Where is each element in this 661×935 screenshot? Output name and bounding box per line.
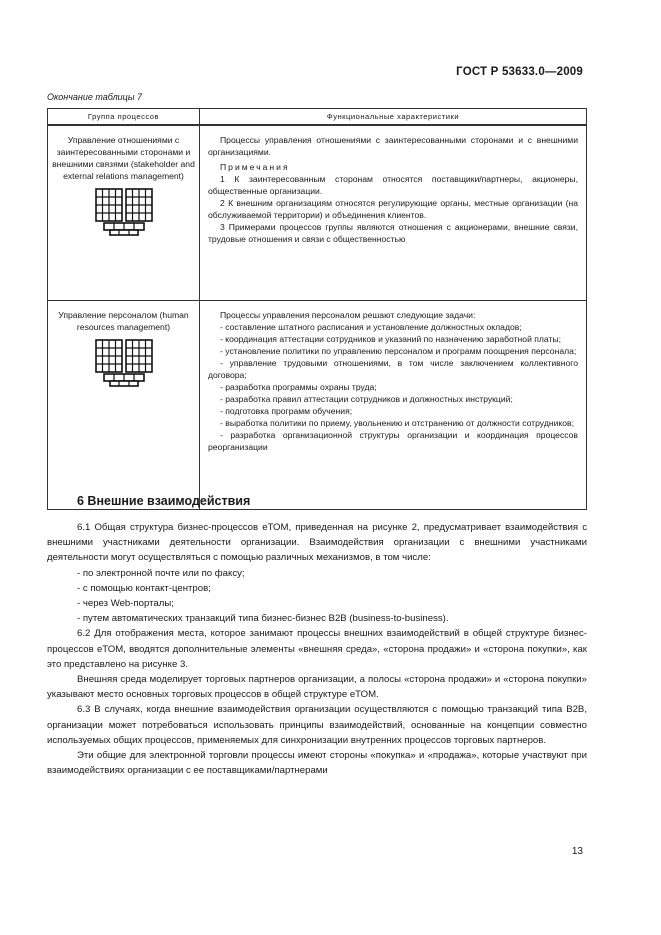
list-item: - с помощью контакт-центров; <box>77 582 211 594</box>
paragraph: 6.2 Для отображения места, которое занимают процессы внешних взаимодействий в общей структуре бизнес-процессов еТОМ, вводятся дополнительные элементы «внешняя среда», «сторона продажи» и «сторона покупки», как это представлено на рисунке 3. <box>47 628 587 670</box>
table-caption: Окончание таблицы 7 <box>47 92 142 102</box>
column-header-group: Группа процессов <box>48 109 200 126</box>
task-item: - разработка программы охраны труда; <box>220 382 377 392</box>
list-item: - по электронной почте или по факсу; <box>77 567 245 579</box>
task-item: - выработка политики по приему, увольнению и отстранению от должности сотрудников; <box>220 418 574 428</box>
standard-id: ГОСТ Р 53633.0—2009 <box>456 66 583 78</box>
page-number: 13 <box>571 846 583 857</box>
task-item: - координация аттестации сотрудников и указаний по назначению заработной платы; <box>220 334 562 344</box>
process-grid-icon <box>94 188 154 236</box>
group-name: Управление отношениями с заинтересованными сторонами и внешними связями (stakeholder and external relations management) <box>52 135 195 181</box>
task-item: - установление политики по управлению персоналом и программ поощрения персонала; <box>220 346 577 356</box>
table-row <box>48 125 587 301</box>
task-item: - составление штатного расписания и установление должностных окладов; <box>220 322 522 332</box>
note-item: 1 К заинтересованным сторонам относятся поставщики/партнеры, акционеры, общественные организации. <box>208 174 578 196</box>
process-table <box>47 108 587 510</box>
column-header-functions: Функциональные характеристики <box>200 109 587 126</box>
list-item: - через Web-порталы; <box>77 598 174 610</box>
section-body <box>47 520 587 778</box>
paragraph: Эти общие для электронной торговли процессы имеют стороны «покупка» и «продажа», которые участвуют при взаимодействиях организации с ее поставщиками/партнерами <box>47 750 587 777</box>
note-item: 2 К внешним организациям относятся регулирующие органы, местные организации (на обслуживаемой территории) и объединения клиентов. <box>208 198 578 220</box>
list-item: - путем автоматических транзакций типа бизнес-бизнес B2B (business-to-business). <box>77 613 449 625</box>
task-item: - разработка правил аттестации сотрудников и должностных инструкций; <box>220 394 513 404</box>
paragraph: Внешняя среда моделирует торговых партнеров организации, а полосы «сторона продажи» и «сторона покупки» указывают место основных торговых процессов в общей структуре еТОМ. <box>47 674 587 701</box>
task-item: - разработка организационной структуры организации и координация процессов реорганизации <box>208 430 578 452</box>
notes-title: Примечания <box>220 162 290 172</box>
paragraph: 6.3 В случаях, когда внешние взаимодействия организации осуществляются с помощью транзакций типа B2B, организации может потребоваться использовать принципы взаимодействий, основанные на концепции совместно используемых общих процессов, применяемых для синхронизации внутренних процессов торговых партнеров. <box>47 704 587 746</box>
task-item: - подготовка программ обучения; <box>220 406 353 416</box>
function-paragraph: Процессы управления отношениями с заинтересованными сторонами и с внешними организациями. <box>208 135 578 157</box>
section-title: 6 Внешние взаимодействия <box>77 494 251 508</box>
process-grid-icon <box>94 339 154 387</box>
table-row <box>48 301 587 510</box>
task-item: - управление трудовыми отношениями, в том числе заключением коллективного договора; <box>208 358 578 380</box>
paragraph: 6.1 Общая структура бизнес-процессов еТОМ, приведенная на рисунке 2, предусматривает взаимодействия с внешними участниками деятельности организации. Взаимодействия организации с внешними участниками деятельности могут осуществляться с помощью различных механизмов, в том числе: <box>47 522 587 564</box>
group-name: Управление персоналом (human resources management) <box>58 310 189 332</box>
function-paragraph: Процессы управления персоналом решают следующие задачи: <box>220 310 476 320</box>
note-item: 3 Примерами процессов группы являются отношения с акционерами, внешние связи, трудовые отношения и связи с общественностью <box>208 222 578 244</box>
